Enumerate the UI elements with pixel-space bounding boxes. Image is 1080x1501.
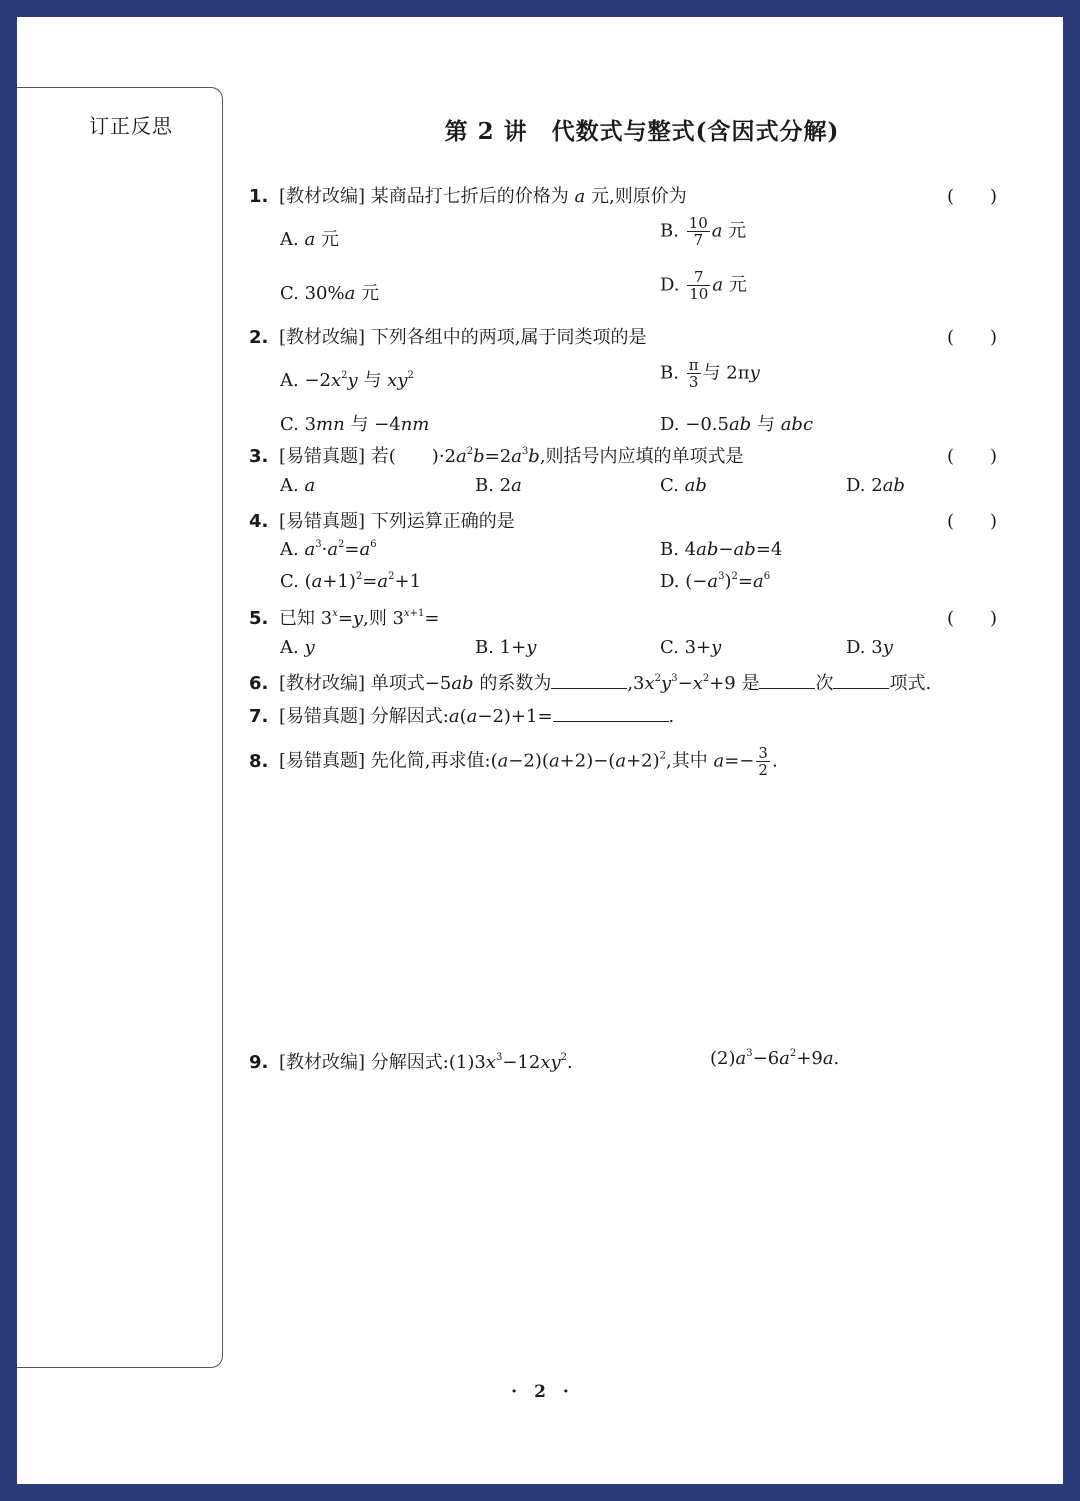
worksheet-page <box>17 17 1063 1484</box>
answer-bracket: ( ) <box>946 608 997 629</box>
q5-option-d: D. 3y <box>846 637 893 658</box>
answer-blank[interactable] <box>833 672 889 689</box>
q1-option-d: D. $\frac{7}{10}$ a 元 <box>660 268 747 303</box>
q5-option-c: C. 3+y <box>660 637 722 658</box>
answer-blank[interactable] <box>759 672 815 689</box>
q5-option-a: A. y <box>280 637 315 658</box>
q3-option-c: C. ab <box>660 475 707 496</box>
answer-bracket: ( ) <box>946 186 997 207</box>
answer-bracket: ( ) <box>946 446 997 467</box>
answer-blank[interactable] <box>551 672 627 689</box>
q4-option-c: C. $(a+1)^2=a^2+1$ <box>280 571 422 592</box>
question-8: 8. [易错真题] 先化简,再求值$:(a-2)(a+2)-(a+2)^2$,其中 a=− $\frac{3}{2}$ . <box>249 744 778 779</box>
question-2: 2. [教材改编] 下列各组中的两项,属于同类项的是 <box>249 327 647 348</box>
q1-option-c: C. 30%a 元 <box>280 283 380 304</box>
page-number: · 2 · <box>511 1382 569 1402</box>
sidebar-label: 订正反思 <box>89 114 173 138</box>
q4-option-a: A. $a^3\cdot a^2=a^6$ <box>280 539 377 560</box>
q2-option-c: C. 3mn 与 −4nm <box>280 414 430 435</box>
q3-option-b: B. 2a <box>475 475 522 496</box>
q1-option-a: A. a 元 <box>280 229 339 250</box>
answer-blank[interactable] <box>553 705 669 722</box>
q2-option-a: A. $-2x^2y$ 与 $xy^2$ <box>280 370 414 391</box>
page-title: 第 2 讲 代数式与整式(含因式分解) <box>444 118 840 145</box>
correction-sidebar <box>17 87 223 1368</box>
q3-option-d: D. 2ab <box>846 475 905 496</box>
question-4: 4. [易错真题] 下列运算正确的是 <box>249 511 515 532</box>
q2-option-b: B. $\frac{\pi}{3}$ 与 2πy <box>660 356 760 391</box>
q5-option-b: B. 1+y <box>475 637 537 658</box>
answer-bracket: ( ) <box>946 327 997 348</box>
q3-option-a: A. a <box>280 475 316 496</box>
question-9-part-2: $(2)a^3-6a^2+9a$. <box>710 1048 840 1069</box>
answer-bracket: ( ) <box>946 511 997 532</box>
q2-option-d: D. −0.5ab 与 abc <box>660 414 814 435</box>
question-9: 9. [教材改编] 分解因式$:(1)3x^3-12xy^2$. <box>249 1052 573 1073</box>
q4-option-d: D. $(-a^3)^2=a^6$ <box>660 571 771 592</box>
question-1: 1. [教材改编] 某商品打七折后的价格为 a 元,则原价为 <box>249 186 687 207</box>
question-6: 6. [教材改编] 单项式−5ab 的系数为 $,3x^2y^3-x^2+9$ 是 次 项式. <box>249 673 932 694</box>
q4-option-b: B. 4ab−ab=4 <box>660 539 783 560</box>
question-7: 7. [易错真题] 分解因式:a(a−2)+1= . <box>249 706 675 727</box>
question-5: 5. 已知 $3^x=y$,则 $3^{x+1}=$ <box>249 608 440 629</box>
question-3: 3. [易错真题] 若( )$\cdot 2a^2b=2a^3b$,则括号内应填的单项式是 <box>249 446 744 467</box>
q1-option-b: B. $\frac{10}{7}$ a 元 <box>660 214 747 249</box>
